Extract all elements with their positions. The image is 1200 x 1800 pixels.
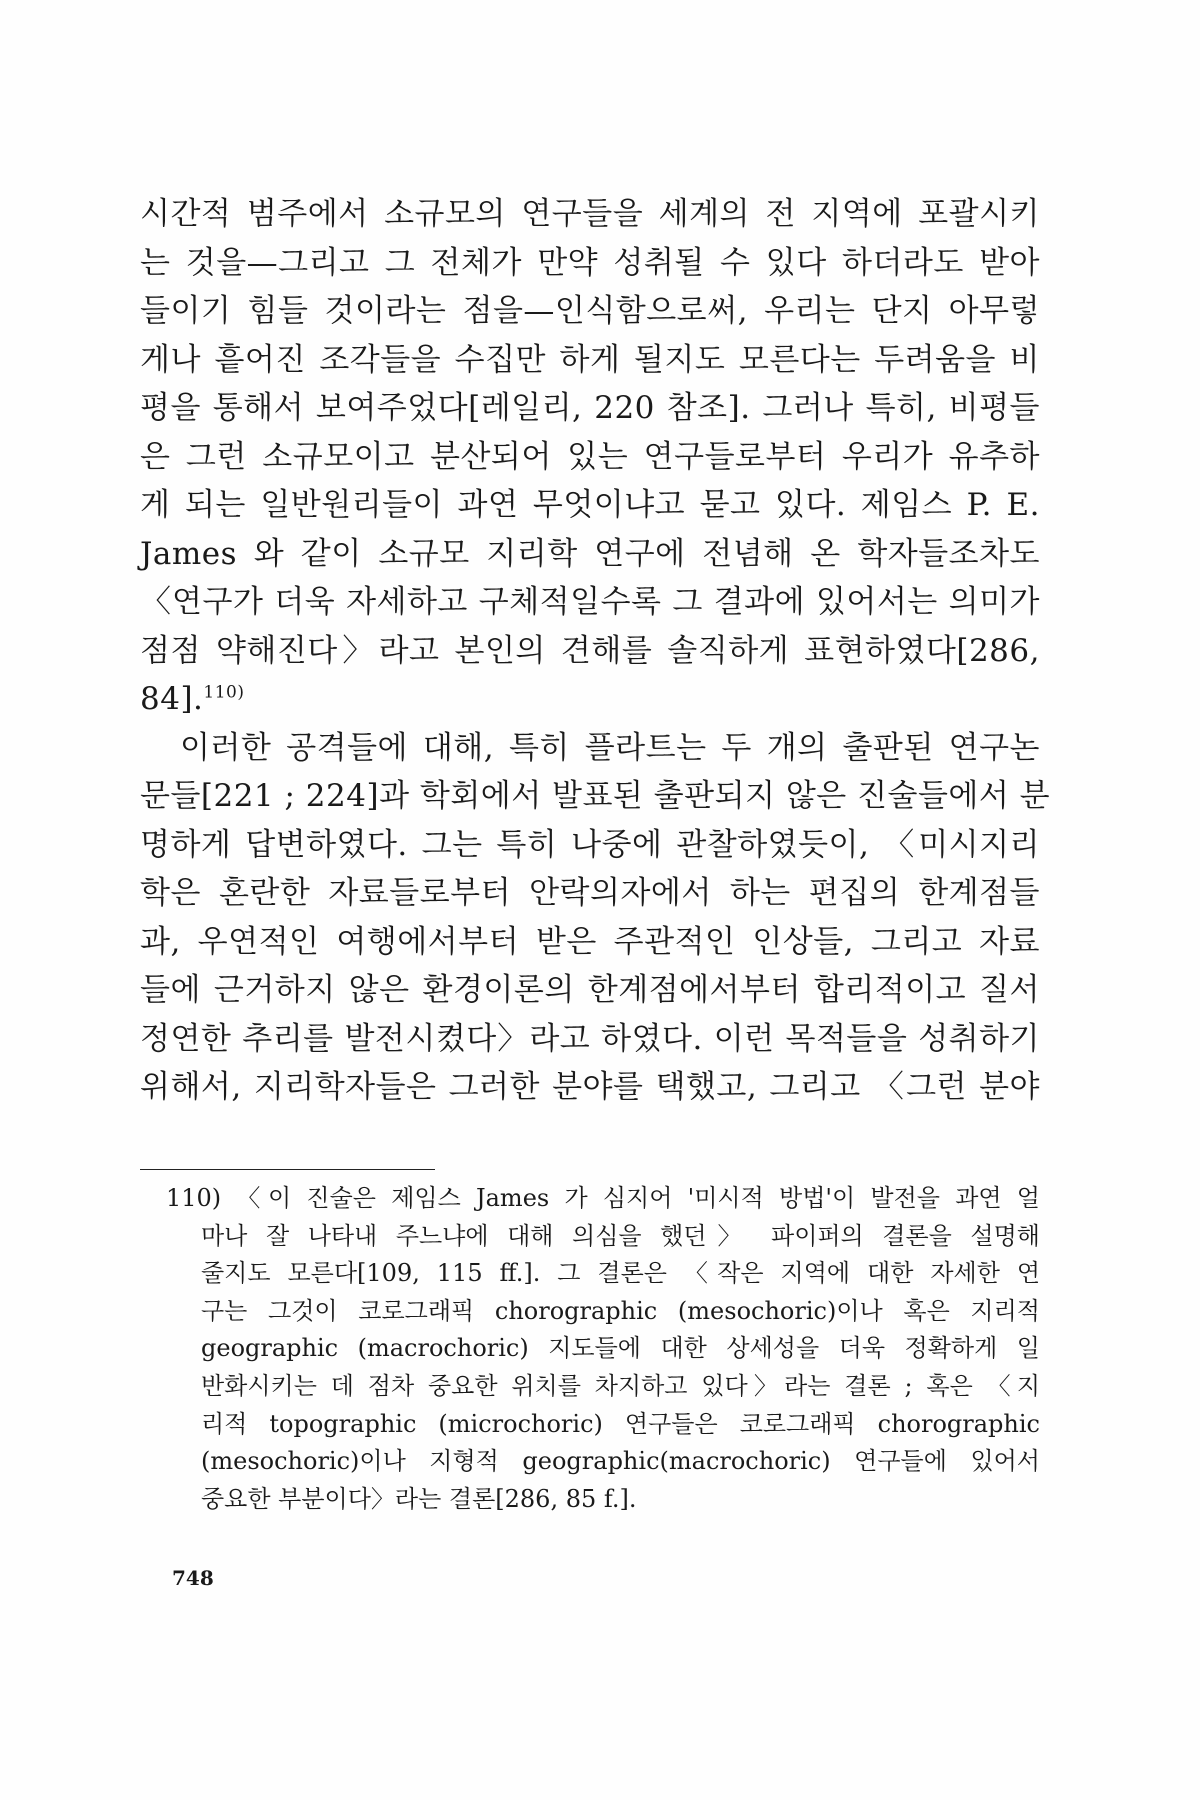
text-line: 점점 약해진다〉라고 본인의 견해를 솔직하게 표현하였다[286, <box>140 632 1040 669</box>
text-line: 문들[221 ; 224]과 학회에서 발표된 출판되지 않은 진술들에서 분 <box>140 778 1051 814</box>
footnote-line: (mesochoric)이나 지형적 geographic(macrochoric) 연구들에 있어서 <box>201 1447 1040 1476</box>
footnote-divider <box>140 1169 435 1170</box>
text-line: 는 것을—그리고 그 전체가 만약 성취될 수 있다 하더라도 받아 <box>140 244 1040 281</box>
text-line: 은 그런 소규모이고 분산되어 있는 연구들로부터 우리가 유추하 <box>140 438 1040 475</box>
text-line: 게 되는 일반원리들이 과연 무엇이냐고 묻고 있다. 제임스 P. E. <box>140 487 1040 523</box>
main-text <box>140 190 1051 1112</box>
footnote-line: 마나 잘 나타내 주느냐에 대해 의심을 했던〉 파이퍼의 결론을 설명해 <box>201 1221 1040 1250</box>
footnote-reference[interactable]: 110) <box>203 682 245 703</box>
text-line: 들에 근거하지 않은 환경이론의 한계점에서부터 합리적이고 질서 <box>140 972 1040 1008</box>
paragraph-end-text: 84]. <box>140 681 204 717</box>
page-number: 748 <box>172 1566 214 1590</box>
footnote <box>166 1180 1040 1518</box>
text-line: 이러한 공격들에 대해, 특히 플라트는 두 개의 출판된 연구논 <box>180 729 1040 766</box>
text-line: 학은 혼란한 자료들로부터 안락의자에서 하는 편집의 한계점들 <box>140 875 1040 911</box>
text-line: 〈연구가 더욱 자세하고 구체적일수록 그 결과에 있어서는 의미가 <box>140 584 1040 620</box>
text-line: 평을 통해서 보여주었다[레일리, 220 참조]. 그러나 특히, 비평들 <box>140 390 1040 426</box>
text-line: James 와 같이 소규모 지리학 연구에 전념해 온 학자들조차도 <box>140 535 1040 572</box>
footnote-line: 중요한 부분이다〉라는 결론[286, 85 f.]. <box>201 1484 637 1513</box>
text-line: 게나 흩어진 조각들을 수집만 하게 될지도 모른다는 두려움을 비 <box>140 341 1040 378</box>
text-line: 들이기 힘들 것이라는 점을—인식함으로써, 우리는 단지 아무렇 <box>140 293 1040 329</box>
text-line: 시간적 범주에서 소규모의 연구들을 세계의 전 지역에 포괄시키 <box>140 196 1040 232</box>
text-line: 위해서, 지리학자들은 그러한 분야를 택했고, 그리고 〈그런 분야 <box>140 1069 1040 1105</box>
footnote-line: 줄지도 모른다[109, 115 ff.]. 그 결론은 〈작은 지역에 대한 자세한 연 <box>201 1259 1040 1288</box>
footnote-line: 반화시키는 데 점차 중요한 위치를 차지하고 있다〉라는 결론 ; 혹은 〈지 <box>201 1371 1040 1400</box>
text-line <box>140 675 1040 724</box>
text-line: 명하게 답변하였다. 그는 특히 나중에 관찰하였듯이, 〈미시지리 <box>140 826 1040 863</box>
text-line: 과, 우연적인 여행에서부터 받은 주관적인 인상들, 그리고 자료 <box>140 923 1040 960</box>
footnote-line: 구는 그것이 코로그래픽 chorographic (mesochoric)이나 혹은 지리적 <box>201 1296 1040 1325</box>
footnote-line: geographic (macrochoric) 지도들에 대한 상세성을 더욱 정확하게 일 <box>201 1334 1040 1363</box>
text-line: 정연한 추리를 발전시켰다〉라고 하였다. 이런 목적들을 성취하기 <box>140 1020 1040 1057</box>
footnote-line: 리적 topographic (microchoric) 연구들은 코로그래픽 chorographic <box>201 1409 1040 1438</box>
footnote-line: 110) 〈이 진술은 제임스 James 가 심지어 '미시적 방법'이 발전을 과연 얼 <box>166 1184 1040 1212</box>
